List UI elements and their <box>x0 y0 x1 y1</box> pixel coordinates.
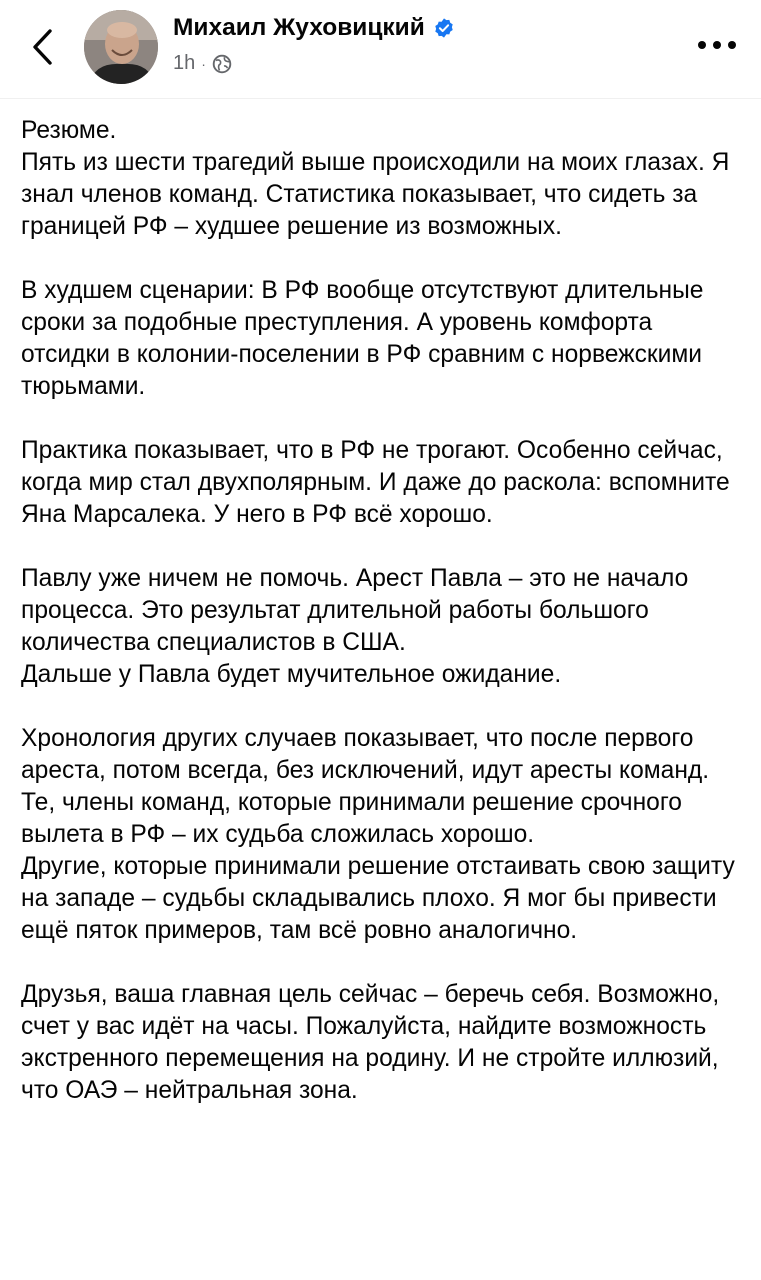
author-name-row[interactable] <box>173 14 455 42</box>
post-paragraph-6: Друзья, ваша главная цель сейчас – беречь себя. Возможно, счет у вас идёт на часы. Пожалуйста, найдите возможность экстренного перемещения на родину. И не стройте иллюзий, что ОАЭ – нейтральная зона. <box>21 981 720 1104</box>
author-name[interactable]: Михаил Жуховицкий <box>173 14 425 41</box>
post-paragraph-2: В худшем сценарии: В РФ вообще отсутствуют длительные сроки за подобные преступления. А уровень комфорта отсидки в колонии-поселении в РФ сравним с норвежскими тюрьмами. <box>21 277 704 400</box>
header-divider <box>0 98 761 99</box>
chevron-left-icon <box>31 28 53 66</box>
verified-badge-icon <box>433 17 455 39</box>
post-meta <box>173 52 232 75</box>
post-paragraph-3: Практика показывает, что в РФ не трогают. Особенно сейчас, когда мир стал двухполярным. И даже до раскола: вспомните Яна Марсалека. У него в РФ всё хорошо. <box>21 437 730 528</box>
post-paragraph-5: Хронология других случаев показывает, что после первого ареста, потом всегда, без исключений, идут аресты команд. Те, члены команд, которые принимали решение срочного вылета в РФ – их судьба сложилась хорошо. Другие, которые принимали решение отстаивать свою защиту на западе – судьбы складывались плохо. Я мог бы привести ещё пяток примеров, там всё ровно аналогично. <box>21 725 735 944</box>
post-body <box>21 115 741 1139</box>
globe-icon[interactable] <box>212 54 232 74</box>
post-paragraph-1: Резюме. Пять из шести трагедий выше происходили на моих глазах. Я знал членов команд. Статистика показывает, что сидеть за границей РФ – худшее решение из возможных. <box>21 117 730 240</box>
post-header <box>0 0 761 98</box>
meta-separator: · <box>201 55 206 72</box>
more-horizontal-icon <box>697 40 737 50</box>
more-options-button[interactable] <box>692 28 742 62</box>
post-paragraph-4: Павлу уже ничем не помочь. Арест Павла – это не начало процесса. Это результат длительной работы большого количества специалистов в США. Дальше у Павла будет мучительное ожидание. <box>21 565 689 688</box>
timestamp[interactable]: 1h <box>173 52 196 74</box>
avatar[interactable] <box>84 10 158 84</box>
back-button[interactable] <box>22 24 62 70</box>
